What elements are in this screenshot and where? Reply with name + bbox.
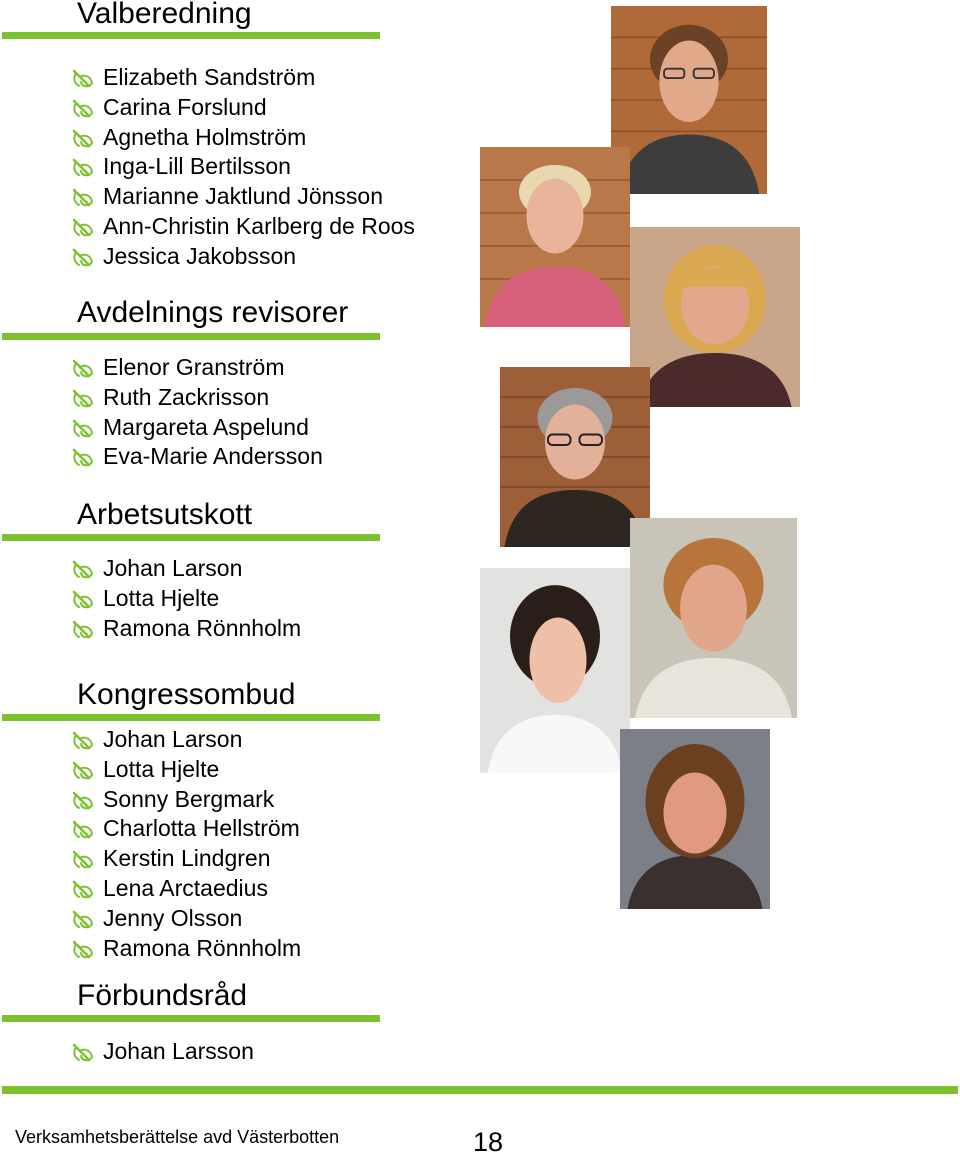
list-item — [0, 614, 301, 644]
member-name: Ruth Zackrisson — [103, 383, 270, 410]
list-item — [0, 212, 415, 242]
list-item — [0, 242, 415, 272]
leaf-bullet-icon — [71, 589, 95, 611]
member-name: Ramona Rönnholm — [103, 934, 302, 961]
member-name: Kerstin Lindgren — [103, 845, 271, 872]
portrait-image — [630, 518, 797, 718]
member-name: Charlotta Hellström — [103, 815, 300, 842]
portrait-image — [480, 568, 630, 773]
leaf-bullet-icon — [71, 909, 95, 931]
member-list-revisorer — [0, 353, 323, 472]
member-name: Lotta Hjelte — [103, 755, 220, 782]
member-name: Ramona Rönnholm — [103, 614, 302, 641]
leaf-bullet-icon — [71, 939, 95, 961]
portrait-photo — [500, 367, 650, 547]
leaf-bullet-icon — [71, 217, 95, 239]
leaf-bullet-icon — [71, 1042, 95, 1064]
member-list-valberedning — [0, 63, 415, 272]
leaf-bullet-icon — [71, 187, 95, 209]
portrait-image — [620, 729, 770, 909]
member-name: Inga-Lill Bertilsson — [103, 153, 291, 180]
leaf-bullet-icon — [71, 879, 95, 901]
leaf-bullet-icon — [71, 790, 95, 812]
list-item — [0, 785, 301, 815]
portrait-photo — [480, 568, 630, 773]
list-item — [0, 874, 301, 904]
member-name: Elenor Granström — [103, 354, 285, 380]
leaf-bullet-icon — [71, 619, 95, 641]
list-item — [0, 353, 323, 383]
list-item — [0, 152, 415, 182]
member-list-arbetsutskott — [0, 554, 301, 643]
portrait-image — [500, 367, 650, 547]
list-item — [0, 63, 415, 93]
section-title-avdelnings-revisorer: Avdelnings revisorer — [77, 296, 349, 329]
leaf-bullet-icon — [71, 559, 95, 581]
section-title-forbundsrad: Förbundsråd — [77, 979, 248, 1012]
list-item — [0, 934, 301, 964]
leaf-bullet-icon — [71, 730, 95, 752]
list-item — [0, 584, 301, 614]
member-name: Jessica Jakobsson — [103, 242, 297, 269]
member-name: Johan Larsson — [103, 1038, 254, 1064]
leaf-bullet-icon — [71, 760, 95, 782]
section-divider — [2, 32, 380, 39]
section-divider — [2, 534, 380, 541]
member-name: Margareta Aspelund — [103, 413, 309, 440]
member-name: Marianne Jaktlund Jönsson — [103, 183, 383, 210]
member-list-forbundsrad — [0, 1037, 254, 1067]
list-item — [0, 93, 415, 123]
portrait-photo — [630, 518, 797, 718]
leaf-bullet-icon — [71, 418, 95, 440]
portrait-image — [630, 227, 800, 407]
leaf-bullet-icon — [71, 128, 95, 150]
list-item — [0, 814, 301, 844]
footer-divider — [2, 1086, 958, 1094]
section-title-valberedning: Valberedning — [77, 0, 252, 30]
member-name: Eva-Marie Andersson — [103, 443, 323, 470]
footer-title: Verksamhetsberättelse avd Västerbotten — [15, 1127, 340, 1147]
list-item — [0, 413, 323, 443]
member-name: Ann-Christin Karlberg de Roos — [103, 212, 415, 239]
member-name: Lotta Hjelte — [103, 584, 220, 611]
leaf-bullet-icon — [71, 247, 95, 269]
section-divider — [2, 714, 380, 721]
member-name: Sonny Bergmark — [103, 785, 275, 812]
list-item — [0, 904, 301, 934]
member-list-kongressombud — [0, 725, 301, 963]
portrait-image — [611, 6, 767, 194]
leaf-bullet-icon — [71, 358, 95, 380]
list-item — [0, 1037, 254, 1067]
leaf-bullet-icon — [71, 447, 95, 469]
list-item — [0, 554, 301, 584]
leaf-bullet-icon — [71, 819, 95, 841]
member-name: Johan Larson — [103, 555, 243, 581]
member-name: Agnetha Holmström — [103, 123, 307, 150]
member-name: Elizabeth Sandström — [103, 64, 316, 90]
list-item — [0, 383, 323, 413]
portrait-photo — [611, 6, 767, 194]
portrait-photo — [480, 147, 630, 327]
member-name: Carina Forslund — [103, 93, 267, 120]
member-name: Jenny Olsson — [103, 904, 243, 931]
section-title-arbetsutskott: Arbetsutskott — [77, 498, 253, 531]
leaf-bullet-icon — [71, 157, 95, 179]
member-name: Lena Arctaedius — [103, 874, 268, 901]
section-divider — [2, 1015, 380, 1022]
list-item — [0, 844, 301, 874]
section-divider — [2, 333, 380, 340]
section-title-kongressombud: Kongressombud — [77, 678, 296, 711]
page-number: 18 — [473, 1127, 504, 1157]
list-item — [0, 182, 415, 212]
member-name: Johan Larson — [103, 726, 243, 752]
list-item — [0, 725, 301, 755]
portrait-photo — [620, 729, 770, 909]
leaf-bullet-icon — [71, 68, 95, 90]
leaf-bullet-icon — [71, 98, 95, 120]
portrait-image — [480, 147, 630, 327]
leaf-bullet-icon — [71, 849, 95, 871]
portrait-photo — [630, 227, 800, 407]
list-item — [0, 755, 301, 785]
list-item — [0, 442, 323, 472]
list-item — [0, 123, 415, 153]
leaf-bullet-icon — [71, 388, 95, 410]
